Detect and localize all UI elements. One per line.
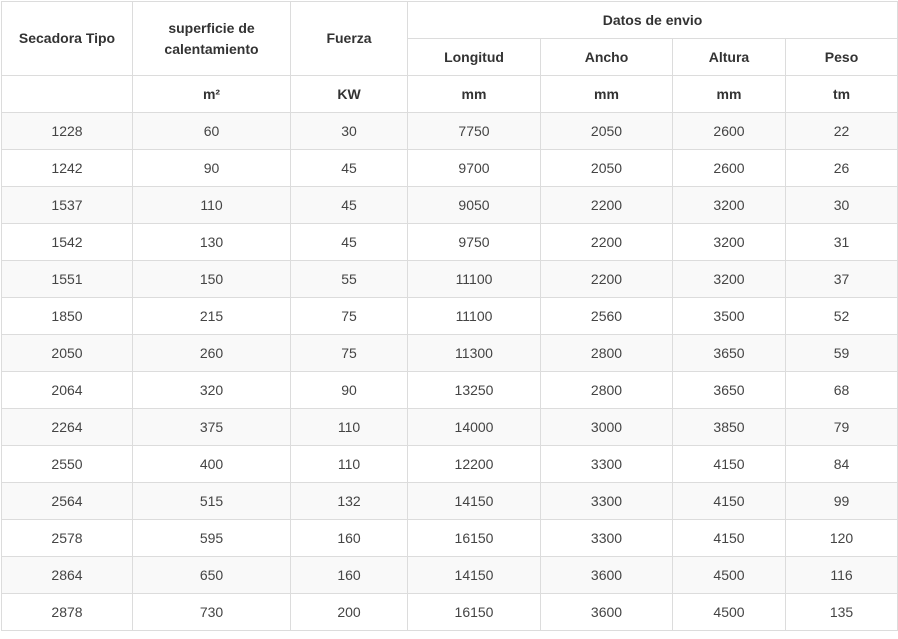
unit-width: mm — [541, 76, 673, 113]
cell-surface: 130 — [133, 224, 291, 261]
cell-surface: 110 — [133, 187, 291, 224]
cell-power: 75 — [291, 335, 408, 372]
cell-length: 12200 — [408, 446, 541, 483]
header-height: Altura — [673, 39, 786, 76]
table-row — [2, 483, 898, 520]
cell-power: 132 — [291, 483, 408, 520]
cell-power: 200 — [291, 594, 408, 631]
cell-height: 3200 — [673, 187, 786, 224]
cell-length: 14150 — [408, 483, 541, 520]
cell-height: 2600 — [673, 113, 786, 150]
cell-weight: 22 — [786, 113, 898, 150]
cell-surface: 260 — [133, 335, 291, 372]
cell-width: 2800 — [541, 372, 673, 409]
cell-type: 1551 — [2, 261, 133, 298]
header-weight: Peso — [786, 39, 898, 76]
cell-surface: 515 — [133, 483, 291, 520]
cell-length: 16150 — [408, 520, 541, 557]
cell-height: 4500 — [673, 557, 786, 594]
cell-width: 2200 — [541, 224, 673, 261]
cell-height: 3650 — [673, 335, 786, 372]
cell-surface: 60 — [133, 113, 291, 150]
cell-height: 3500 — [673, 298, 786, 335]
cell-weight: 84 — [786, 446, 898, 483]
header-length: Longitud — [408, 39, 541, 76]
table-row — [2, 557, 898, 594]
cell-power: 75 — [291, 298, 408, 335]
cell-length: 11100 — [408, 261, 541, 298]
table-row — [2, 113, 898, 150]
cell-width: 2200 — [541, 187, 673, 224]
cell-length: 9700 — [408, 150, 541, 187]
table-row — [2, 187, 898, 224]
cell-length: 11100 — [408, 298, 541, 335]
cell-width: 3300 — [541, 483, 673, 520]
cell-power: 160 — [291, 557, 408, 594]
header-width: Ancho — [541, 39, 673, 76]
cell-surface: 90 — [133, 150, 291, 187]
cell-width: 3300 — [541, 520, 673, 557]
units-type-empty — [2, 76, 133, 113]
cell-height: 2600 — [673, 150, 786, 187]
cell-width: 2800 — [541, 335, 673, 372]
cell-type: 2050 — [2, 335, 133, 372]
cell-length: 14150 — [408, 557, 541, 594]
cell-surface: 150 — [133, 261, 291, 298]
header-power: Fuerza — [291, 2, 408, 76]
header-shipping-data: Datos de envio — [408, 2, 898, 39]
table-row — [2, 372, 898, 409]
cell-type: 2878 — [2, 594, 133, 631]
cell-weight: 99 — [786, 483, 898, 520]
table-row — [2, 335, 898, 372]
cell-width: 2050 — [541, 150, 673, 187]
cell-surface: 215 — [133, 298, 291, 335]
dryer-spec-table — [1, 1, 898, 631]
cell-power: 45 — [291, 224, 408, 261]
cell-surface: 320 — [133, 372, 291, 409]
unit-height: mm — [673, 76, 786, 113]
cell-type: 1542 — [2, 224, 133, 261]
unit-power: KW — [291, 76, 408, 113]
unit-length: mm — [408, 76, 541, 113]
cell-height: 3650 — [673, 372, 786, 409]
table-row — [2, 409, 898, 446]
cell-width: 3300 — [541, 446, 673, 483]
table-row — [2, 298, 898, 335]
cell-power: 160 — [291, 520, 408, 557]
cell-type: 2564 — [2, 483, 133, 520]
cell-length: 11300 — [408, 335, 541, 372]
table-row — [2, 150, 898, 187]
cell-length: 14000 — [408, 409, 541, 446]
header-heating-surface: superficie de calentamiento — [133, 2, 291, 76]
cell-width: 3600 — [541, 557, 673, 594]
cell-power: 110 — [291, 409, 408, 446]
cell-width: 3600 — [541, 594, 673, 631]
cell-height: 4500 — [673, 594, 786, 631]
cell-length: 16150 — [408, 594, 541, 631]
cell-weight: 116 — [786, 557, 898, 594]
cell-weight: 52 — [786, 298, 898, 335]
cell-height: 3850 — [673, 409, 786, 446]
cell-height: 3200 — [673, 261, 786, 298]
cell-power: 110 — [291, 446, 408, 483]
header-type: Secadora Tipo — [2, 2, 133, 76]
cell-height: 4150 — [673, 520, 786, 557]
cell-type: 1228 — [2, 113, 133, 150]
cell-power: 90 — [291, 372, 408, 409]
cell-surface: 375 — [133, 409, 291, 446]
cell-weight: 59 — [786, 335, 898, 372]
cell-type: 1850 — [2, 298, 133, 335]
cell-weight: 37 — [786, 261, 898, 298]
cell-surface: 730 — [133, 594, 291, 631]
cell-width: 3000 — [541, 409, 673, 446]
cell-power: 55 — [291, 261, 408, 298]
cell-weight: 135 — [786, 594, 898, 631]
cell-weight: 120 — [786, 520, 898, 557]
cell-power: 45 — [291, 150, 408, 187]
units-row — [2, 76, 898, 113]
unit-surface: m² — [133, 76, 291, 113]
cell-type: 2864 — [2, 557, 133, 594]
table-body — [2, 113, 898, 631]
cell-width: 2200 — [541, 261, 673, 298]
cell-width: 2050 — [541, 113, 673, 150]
cell-type: 2064 — [2, 372, 133, 409]
table-row — [2, 224, 898, 261]
cell-weight: 30 — [786, 187, 898, 224]
cell-height: 4150 — [673, 446, 786, 483]
cell-height: 3200 — [673, 224, 786, 261]
header-row-1 — [2, 2, 898, 39]
cell-weight: 79 — [786, 409, 898, 446]
cell-weight: 26 — [786, 150, 898, 187]
cell-type: 2264 — [2, 409, 133, 446]
cell-power: 45 — [291, 187, 408, 224]
cell-weight: 31 — [786, 224, 898, 261]
cell-length: 13250 — [408, 372, 541, 409]
cell-surface: 400 — [133, 446, 291, 483]
cell-height: 4150 — [673, 483, 786, 520]
table-header — [2, 2, 898, 113]
cell-length: 9750 — [408, 224, 541, 261]
unit-weight: tm — [786, 76, 898, 113]
cell-surface: 650 — [133, 557, 291, 594]
cell-length: 7750 — [408, 113, 541, 150]
cell-weight: 68 — [786, 372, 898, 409]
cell-type: 1242 — [2, 150, 133, 187]
table-row — [2, 520, 898, 557]
cell-length: 9050 — [408, 187, 541, 224]
table-row — [2, 261, 898, 298]
cell-width: 2560 — [541, 298, 673, 335]
cell-type: 2550 — [2, 446, 133, 483]
table-row — [2, 446, 898, 483]
cell-type: 2578 — [2, 520, 133, 557]
table-row — [2, 594, 898, 631]
cell-type: 1537 — [2, 187, 133, 224]
cell-power: 30 — [291, 113, 408, 150]
cell-surface: 595 — [133, 520, 291, 557]
